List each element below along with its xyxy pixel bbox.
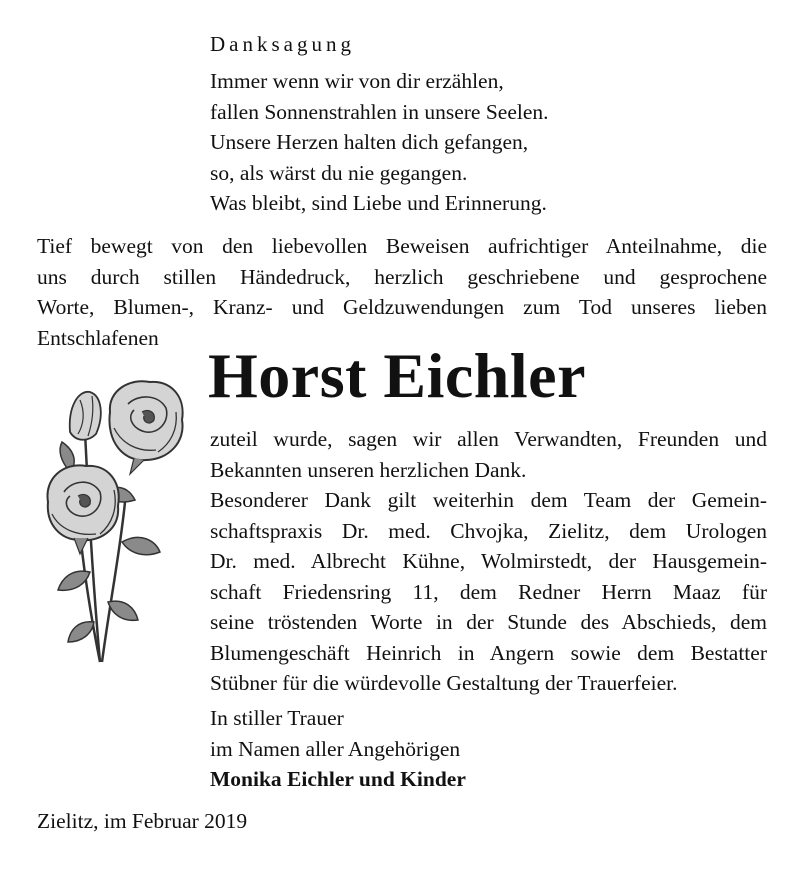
- roses-icon: [30, 372, 200, 672]
- thanks-line: zuteil wurde, sagen wir allen Verwandten, Freunden und: [210, 427, 767, 451]
- thanks-line: Blumengeschäft Heinrich in Angern sowie dem Bestatter: [210, 640, 767, 665]
- thanks-line: Dr. med. Albrecht Kühne, Wolmirstedt, der Hausgemein-: [210, 549, 767, 573]
- thanks-paragraph: [210, 424, 767, 699]
- poem-line: Immer wenn wir von dir erzählen,: [210, 69, 504, 93]
- place-date: Zielitz, im Februar 2019: [37, 809, 248, 833]
- deceased-name: Horst Eichler: [208, 340, 586, 411]
- thanks-line: seine tröstenden Worte in der Stunde des Abschieds, dem: [210, 610, 767, 634]
- heading: Danksagung: [210, 32, 355, 56]
- poem-line: Was bleibt, sind Liebe und Erinnerung.: [210, 191, 547, 215]
- signer-name: Monika Eichler und Kinder: [210, 767, 466, 791]
- poem-line: fallen Sonnenstrahlen in unsere Seelen.: [210, 99, 549, 124]
- poem-line: so, als wärst du nie gegangen.: [210, 160, 468, 185]
- thanks-line: Stübner für die würdevolle Gestaltung der Trauerfeier.: [210, 671, 678, 695]
- thanks-line: schaft Friedensring 11, dem Redner Herrn Maaz für: [210, 579, 767, 604]
- intro-line: Entschlafenen: [37, 325, 159, 350]
- thanks-line: Bekannten unseren herzlichen Dank.: [210, 457, 527, 482]
- poem-line: Unsere Herzen halten dich gefangen,: [210, 130, 529, 154]
- intro-paragraph: [37, 231, 767, 353]
- intro-line: uns durch stillen Händedruck, herzlich geschriebene und gesprochene: [37, 264, 767, 289]
- closing-line: In stiller Trauer: [210, 706, 344, 730]
- closing-line: im Namen aller Angehörigen: [210, 736, 461, 761]
- intro-line: Worte, Blumen-, Kranz- und Geldzuwendungen zum Tod unseres lieben: [37, 295, 767, 319]
- thanks-line: Besonderer Dank gilt weiterhin dem Team der Gemein-: [210, 488, 767, 512]
- intro-line: Tief bewegt von den liebevollen Beweisen aufrichtiger Anteilnahme, die: [37, 234, 767, 258]
- closing-block: [210, 703, 466, 795]
- poem: [210, 66, 549, 219]
- thanks-line: schaftspraxis Dr. med. Chvojka, Zielitz, dem Urologen: [210, 518, 767, 543]
